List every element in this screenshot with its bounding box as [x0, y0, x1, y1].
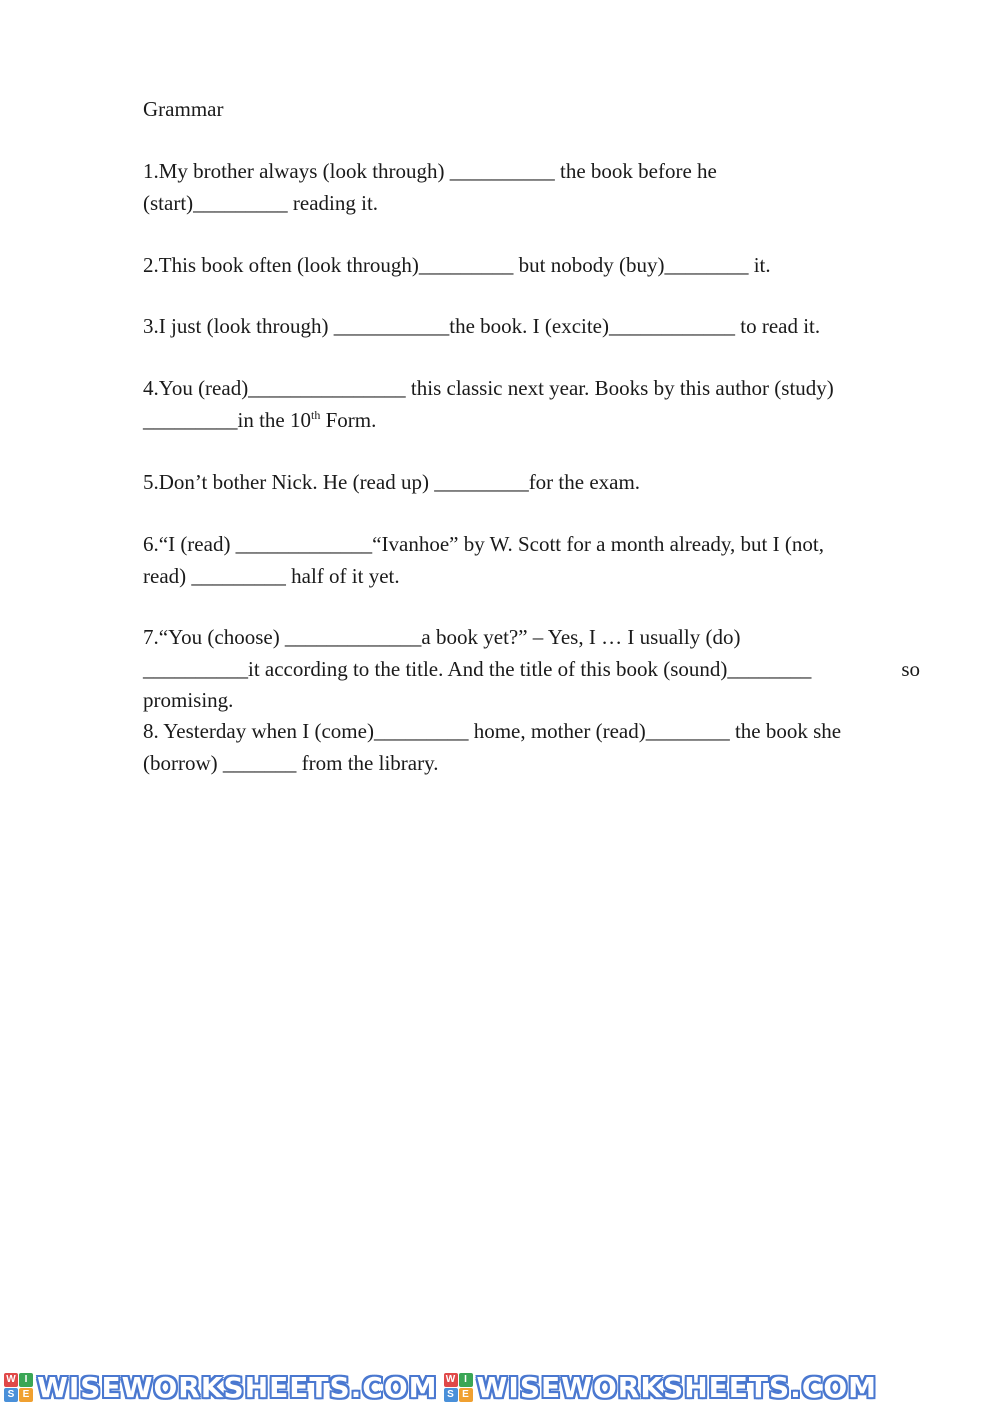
question-4-line-2: [143, 405, 943, 437]
wise-logo-icon: [4, 1373, 33, 1402]
question-2: [143, 250, 943, 282]
logo-wordmark: WISEWORKSHEETS.COM: [476, 1370, 878, 1404]
question-7-line-2: [143, 654, 920, 686]
question-5-line-1: 5.Don’t bother Nick. He (read up) _________for the exam.: [143, 470, 641, 494]
logo-box-letter: W: [444, 1373, 458, 1387]
question-6: [143, 529, 943, 592]
logo-box-letter: S: [4, 1388, 18, 1402]
question-1-line-1: 1.My brother always (look through) __________ the book before he: [143, 159, 717, 183]
question-7-line-2-right: so: [901, 656, 920, 681]
footer-watermark: [0, 1361, 1000, 1413]
question-6-line-1: 6.“I (read) _____________“Ivanhoe” by W. Scott for a month already, but I (not,: [143, 532, 824, 556]
logo-box-letter: E: [19, 1388, 33, 1402]
logo-box-letter: I: [19, 1373, 33, 1387]
question-3: [143, 311, 943, 343]
question-1-line-2: (start)_________ reading it.: [143, 190, 379, 215]
question-4-line-2-start: _________in the 10: [143, 407, 311, 432]
page-title: Grammar: [143, 97, 224, 121]
logo-wordmark: WISEWORKSHEETS.COM: [37, 1370, 438, 1404]
question-5: [143, 467, 943, 499]
question-7-line-2-left: __________it according to the title. And the title of this book (sound)________: [143, 656, 812, 681]
question-3-line-1: 3.I just (look through) ___________the book. I (excite)____________ to read it.: [143, 314, 821, 338]
question-8-line-2: (borrow) _______ from the library.: [143, 750, 439, 775]
question-4: [143, 373, 943, 436]
question-4-line-1: 4.You (read)_______________ this classic next year. Books by this author (study): [143, 376, 834, 400]
logo-box-letter: E: [459, 1388, 473, 1402]
logo-box-letter: W: [4, 1373, 18, 1387]
wise-logo-icon: [444, 1373, 473, 1402]
question-7-line-1: 7.“You (choose) _____________a book yet?” – Yes, I … I usually (do): [143, 625, 741, 649]
ordinal-suffix: th: [311, 407, 321, 422]
question-8-line-1: 8. Yesterday when I (come)_________ home, mother (read)________ the book she: [143, 719, 842, 743]
question-1: [143, 156, 943, 219]
logo-box-letter: S: [444, 1388, 458, 1402]
logo-box-letter: I: [459, 1373, 473, 1387]
question-6-line-2: read) _________ half of it yet.: [143, 563, 400, 588]
question-7-line-3: promising.: [143, 688, 234, 712]
question-2-line-1: 2.This book often (look through)_________ but nobody (buy)________ it.: [143, 253, 771, 277]
wiseworksheets-logo: [4, 1367, 438, 1407]
question-7: [143, 622, 943, 717]
question-4-line-2-end: Form.: [320, 407, 377, 432]
wiseworksheets-logo: [444, 1367, 878, 1407]
question-8: [143, 716, 943, 779]
